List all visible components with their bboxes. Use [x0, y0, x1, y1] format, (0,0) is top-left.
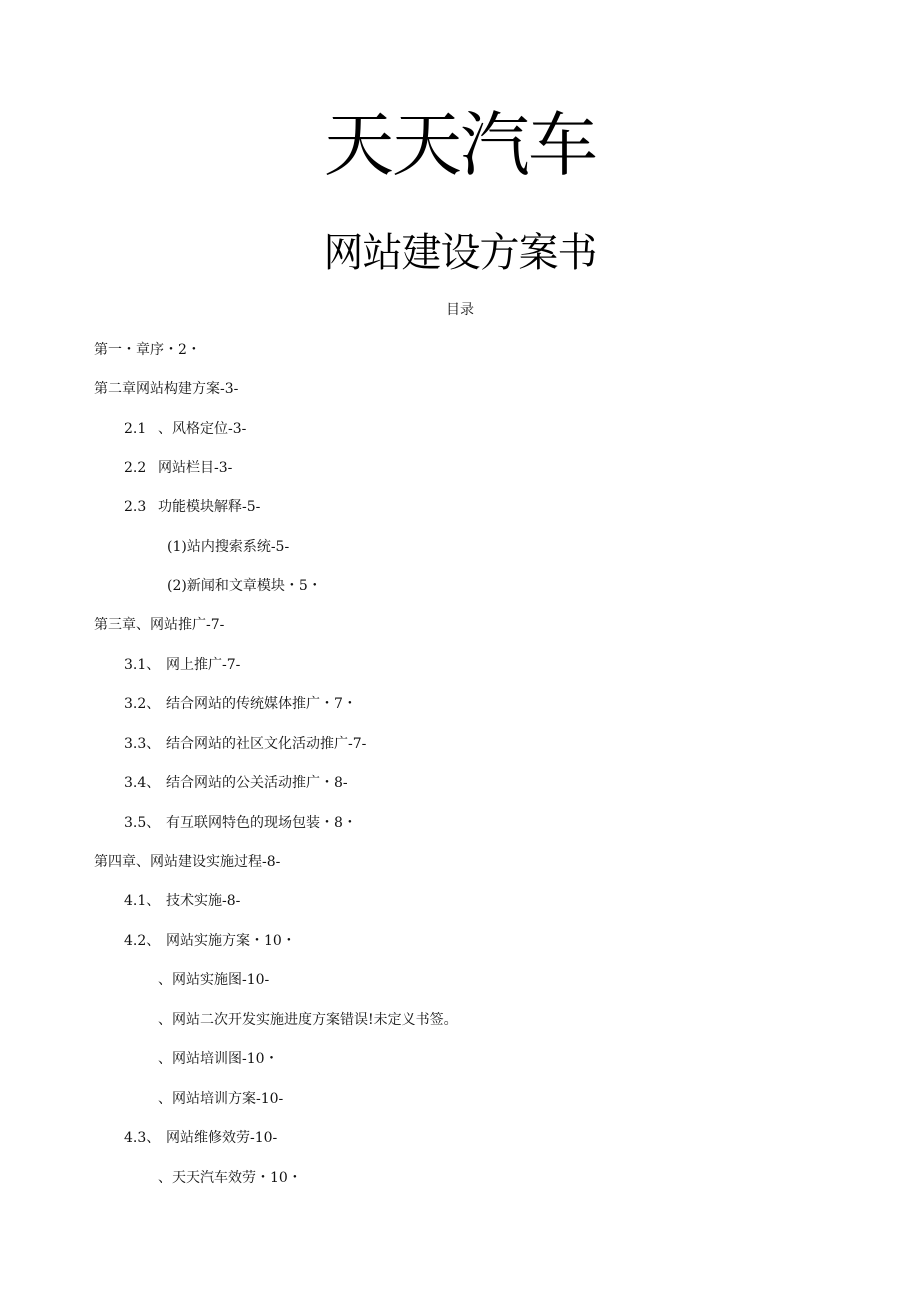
toc-entry-text: 网站实施方案・10・ [166, 933, 296, 949]
toc-entry-2-2 [124, 458, 232, 478]
toc-entry-4-3 [124, 1128, 277, 1148]
toc-entry-text: 、风格定位-3- [158, 421, 247, 437]
toc-entry-text: 第二章网站构建方案-3- [94, 381, 239, 397]
toc-entry-number: 4.3、 [124, 1130, 161, 1146]
toc-entry-chapter-3 [94, 615, 224, 635]
toc-entry-3-3 [124, 734, 366, 754]
toc-entry-2-1 [124, 419, 246, 439]
toc-heading: 目录 [446, 302, 474, 318]
toc-entry-3-2 [124, 694, 357, 714]
toc-entry-text: 第四章、网站建设实施过程-8- [94, 854, 281, 870]
toc-entry-text: 、网站培训图-10・ [158, 1051, 279, 1067]
toc-entry-text: 、网站实施图-10- [158, 972, 270, 988]
toc-entry-2-3 [124, 497, 260, 517]
toc-entry-number: 3.3、 [124, 736, 161, 752]
document-subtitle: 网站建设方案书 [323, 230, 597, 276]
toc-entry-text: 网站栏目-3- [158, 460, 233, 476]
toc-entry-number: 3.2、 [124, 696, 161, 712]
toc-entry-3-5 [124, 813, 357, 833]
toc-entry-number: 4.2、 [124, 933, 161, 949]
toc-entry-number: 2.1 [124, 421, 147, 437]
toc-entry-number: 3.4、 [124, 775, 161, 791]
toc-entry-2-3-2 [167, 576, 322, 596]
toc-entry-number: 2.3 [124, 499, 147, 515]
toc-entry-3-1 [124, 655, 240, 675]
toc-entry-text: 网上推广-7- [166, 657, 241, 673]
toc-entry-text: 、网站二次开发实施进度方案错误!未定义书签。 [158, 1012, 458, 1028]
toc-entry-4-2 [124, 931, 296, 951]
toc-entry-text: 功能模块解释-5- [158, 499, 261, 515]
toc-entry-4-2-4 [158, 1089, 283, 1109]
document-title: 天天汽车 [324, 104, 596, 186]
toc-entry-4-2-3 [158, 1049, 279, 1069]
toc-entry-text: 技术实施-8- [166, 893, 241, 909]
toc-entry-3-4 [124, 773, 348, 793]
toc-entry-text: 网站维修效劳-10- [166, 1130, 278, 1146]
toc-entry-chapter-1 [94, 340, 201, 360]
toc-entry-text: (1)站内搜索系统-5- [167, 539, 290, 555]
toc-entry-text: 、天天汽车效劳・10・ [158, 1170, 302, 1186]
toc-entry-text: 有互联网特色的现场包装・8・ [166, 815, 357, 831]
toc-entry-2-3-1 [167, 537, 289, 557]
toc-entry-4-1 [124, 891, 240, 911]
toc-entry-4-2-1 [158, 970, 269, 990]
toc-entry-number: 3.1、 [124, 657, 161, 673]
toc-entry-text: 第三章、网站推广-7- [94, 617, 225, 633]
toc-entry-number: 3.5、 [124, 815, 161, 831]
toc-entry-text: (2)新闻和文章模块・5・ [167, 578, 322, 594]
toc-entry-text: 结合网站的公关活动推广・8- [166, 775, 348, 791]
toc-entry-4-2-2 [158, 1010, 458, 1030]
toc-entry-text: 结合网站的传统媒体推广・7・ [166, 696, 357, 712]
toc-entry-chapter-2 [94, 379, 238, 399]
toc-entry-chapter-4 [94, 852, 280, 872]
toc-entry-text: 第一・章序・2・ [94, 342, 201, 358]
toc-entry-4-3-1 [158, 1168, 302, 1188]
toc-entry-number: 2.2 [124, 460, 147, 476]
toc-entry-number: 4.1、 [124, 893, 161, 909]
toc-entry-text: 、网站培训方案-10- [158, 1091, 284, 1107]
toc-entry-text: 结合网站的社区文化活动推广-7- [166, 736, 367, 752]
